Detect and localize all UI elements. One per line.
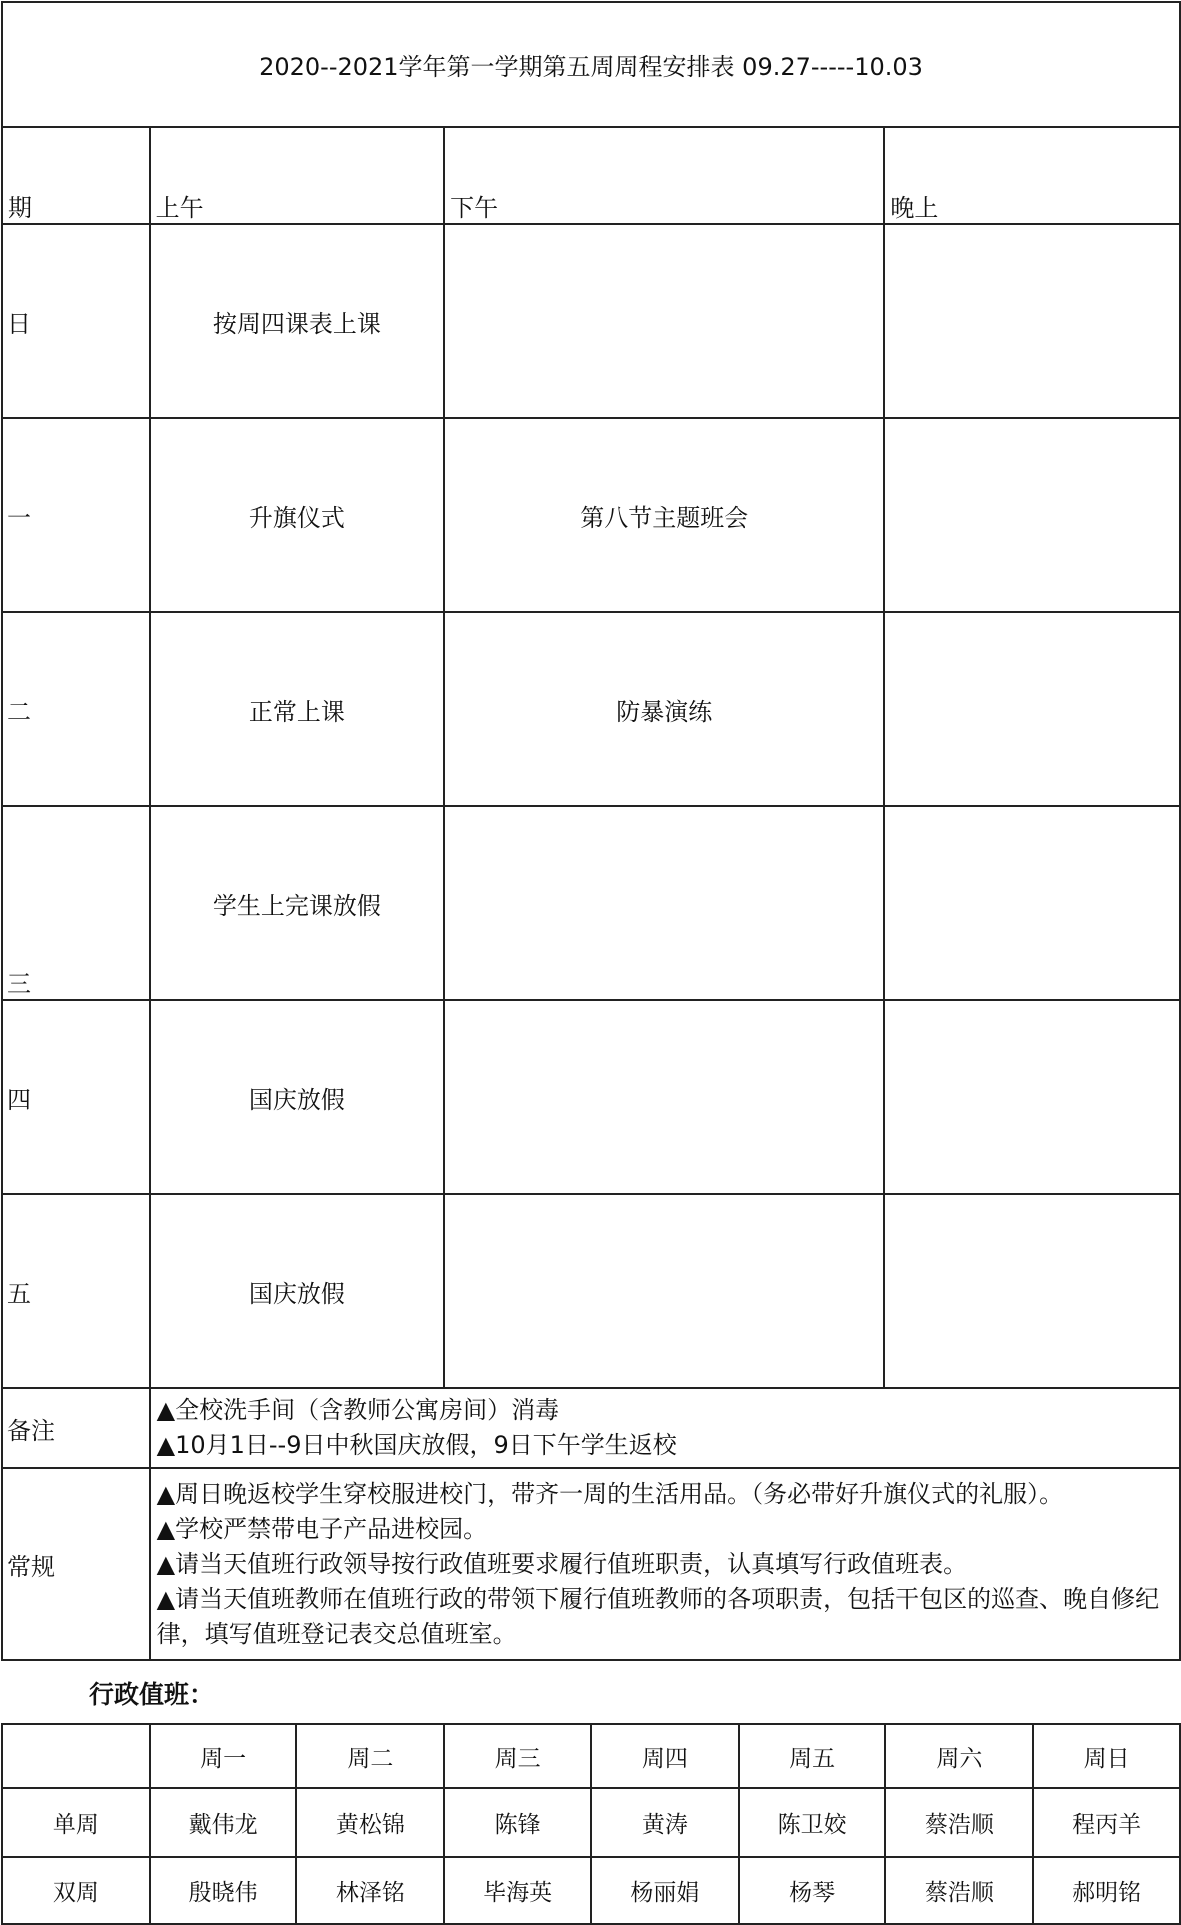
duty-row [2,1788,1180,1857]
schedule-row [2,418,1180,612]
duty-day-header: 周一 [150,1724,297,1788]
duty-name-cell: 陈锋 [444,1788,591,1857]
duty-header-row [2,1724,1180,1788]
day-cell: 四 [2,1000,150,1194]
routine-row [2,1468,1180,1660]
duty-name-cell: 蔡浩顺 [885,1788,1033,1857]
day-cell: 五 [2,1194,150,1388]
duty-day-header: 周五 [739,1724,886,1788]
header-afternoon-label: 下午 [450,194,499,222]
duty-corner-cell [2,1724,150,1788]
duty-title: 行政值班： [89,1680,215,1709]
routine-line: ▲请当天值班行政领导按行政值班要求履行值班职责，认真填写行政值班表。 [156,1549,968,1578]
duty-name-cell: 林泽铭 [296,1857,444,1924]
duty-week-label: 单周 [2,1788,150,1857]
header-row [2,127,1180,224]
duty-week-label: 双周 [2,1857,150,1924]
remarks-row [2,1388,1180,1468]
morning-cell: 学生上完课放假 [150,806,445,1000]
schedule-row [2,1194,1180,1388]
day-cell: 日 [2,224,150,418]
evening-cell [884,224,1180,418]
header-afternoon [444,127,884,224]
duty-name-cell: 蔡浩顺 [885,1857,1033,1924]
evening-cell [884,612,1180,806]
duty-name-cell: 毕海英 [444,1857,591,1924]
duty-day-header: 周二 [296,1724,444,1788]
header-morning [150,127,445,224]
afternoon-cell: 第八节主题班会 [444,418,884,612]
remarks-content [150,1388,1180,1468]
routine-label: 常规 [2,1468,150,1660]
evening-cell [884,1194,1180,1388]
schedule-row [2,224,1180,418]
header-day-label: 期 [8,194,32,222]
header-evening [884,127,1180,224]
duty-name-cell: 程丙羊 [1033,1788,1180,1857]
afternoon-cell [444,1194,884,1388]
schedule-row [2,612,1180,806]
schedule-title: 2020--2021学年第一学期第五周周程安排表 09.27-----10.03 [2,2,1180,127]
evening-cell [884,1000,1180,1194]
day-cell: 三 [2,806,150,1000]
header-evening-label: 晚上 [890,194,939,222]
routine-line: ▲请当天值班教师在值班行政的带领下履行值班教师的各项职责，包括干包区的巡查、晚自修纪律，填写值班登记表交总值班室。 [156,1584,1160,1648]
remarks-line: ▲全校洗手间（含教师公寓房间）消毒 [156,1396,560,1424]
routine-content [150,1468,1180,1660]
duty-roster-table [1,1723,1181,1925]
duty-name-cell: 杨丽娟 [591,1857,739,1924]
duty-name-cell: 黄松锦 [296,1788,444,1857]
duty-row [2,1857,1180,1924]
morning-cell: 国庆放假 [150,1194,445,1388]
duty-name-cell: 郝明铭 [1033,1857,1180,1924]
afternoon-cell [444,224,884,418]
routine-line: ▲周日晚返校学生穿校服进校门，带齐一周的生活用品。（务必带好升旗仪式的礼服）。 [156,1479,1064,1508]
duty-name-cell: 黄涛 [591,1788,739,1857]
evening-cell [884,418,1180,612]
day-cell: 一 [2,418,150,612]
afternoon-cell [444,1000,884,1194]
morning-cell: 国庆放假 [150,1000,445,1194]
duty-name-cell: 陈卫姣 [739,1788,886,1857]
duty-name-cell: 戴伟龙 [150,1788,297,1857]
routine-line: ▲学校严禁带电子产品进校园。 [156,1514,488,1543]
duty-name-cell: 殷晓伟 [150,1857,297,1924]
evening-cell [884,806,1180,1000]
remarks-label: 备注 [2,1388,150,1468]
day-cell: 二 [2,612,150,806]
duty-day-header: 周六 [885,1724,1033,1788]
title-row [2,2,1180,127]
morning-cell: 按周四课表上课 [150,224,445,418]
weekly-schedule-table [1,1,1181,1661]
duty-day-header: 周四 [591,1724,739,1788]
duty-day-header: 周三 [444,1724,591,1788]
morning-cell: 升旗仪式 [150,418,445,612]
header-morning-label: 上午 [155,194,204,222]
remarks-line: ▲10月1日--9日中秋国庆放假，9日下午学生返校 [156,1431,677,1459]
schedule-row [2,806,1180,1000]
afternoon-cell [444,806,884,1000]
schedule-row [2,1000,1180,1194]
duty-day-header: 周日 [1033,1724,1180,1788]
header-day [2,127,150,224]
morning-cell: 正常上课 [150,612,445,806]
afternoon-cell: 防暴演练 [444,612,884,806]
duty-name-cell: 杨琴 [739,1857,886,1924]
